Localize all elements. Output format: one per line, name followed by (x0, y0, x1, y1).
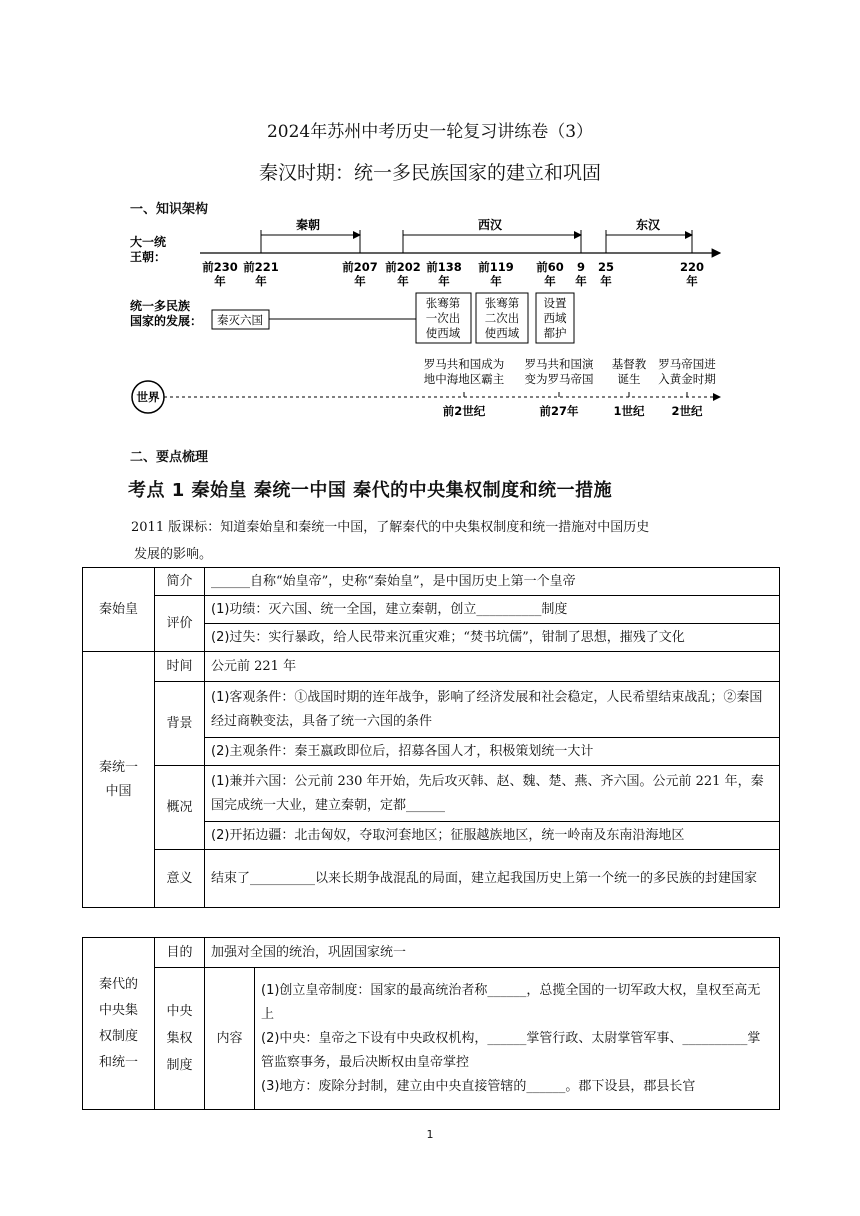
row-head-line: 中央集 (98, 1002, 138, 1018)
tick-label: 年 (397, 274, 409, 288)
world-event: 罗马帝国进 (658, 357, 716, 371)
row-head-qinshihuang: 秦始皇 (83, 568, 155, 652)
kaodian-heading: 考点 1 秦始皇 秦统一中国 秦代的中央集权制度和统一措施 (128, 480, 613, 501)
event-xiyu-line: 西域 (543, 311, 567, 325)
world-tick: 前27年 (539, 404, 579, 418)
world-event: 罗马共和国成为 (423, 357, 505, 371)
label-line: 制度 (166, 1058, 193, 1073)
tick-label: 前60 (536, 260, 564, 274)
tick-label: 前119 (478, 260, 514, 274)
cell-beijing-2 (205, 738, 780, 766)
cell-gaikuang-2 (205, 822, 780, 850)
event-zq2-line: 二次出 (484, 311, 520, 325)
cell-text: 秦王嬴政即位后，招募各国人才，积极策划统一大计 (294, 743, 594, 759)
event-zq1-line: 使西域 (425, 326, 461, 340)
page-number: 1 (426, 1128, 434, 1141)
cell-gaikuang-1 (205, 766, 780, 822)
cell-label-mudi: 目的 (155, 938, 205, 968)
cell-text: 北击匈奴，夺取河套地区；征服越族地区，统一岭南及东南沿海地区 (294, 827, 685, 843)
row-head-tongyi (83, 652, 155, 908)
world-tick: 1世纪 (613, 404, 645, 418)
tick-label: 前207 (342, 260, 378, 274)
key-term: (1)兼并六国： (211, 773, 295, 789)
cell-mudi: 加强对全国的统治，巩固国家统一 (205, 938, 780, 968)
donghan-label: 东汉 (635, 218, 661, 232)
tick-label: 前138 (426, 260, 462, 274)
cell-pingjia-2 (205, 624, 780, 652)
section-heading-1: 一、知识架构 (130, 202, 209, 217)
table-qin-unification (82, 567, 780, 908)
label-line: 集权 (166, 1031, 193, 1046)
row-head-line: 权制度 (98, 1028, 138, 1044)
label-line: 中央 (166, 1004, 193, 1019)
world-event: 变为罗马帝国 (524, 372, 594, 386)
cell-yiyi: 结束了__________以来长期争战混乱的局面，建立起我国历史上第一个统一的多民族的封建国家 (205, 850, 780, 908)
tick-label: 年 (490, 274, 502, 288)
key-term: (3)地方： (261, 1078, 319, 1094)
world-event: 罗马共和国演 (524, 357, 594, 371)
tick-label: 年 (686, 274, 698, 288)
row-head-centralization (83, 938, 155, 1110)
cell-label-shijian: 时间 (155, 652, 205, 682)
tick-label: 年 (354, 274, 366, 288)
content-item (261, 979, 773, 1027)
world-event: 诞生 (617, 372, 641, 386)
document-subtitle: 秦汉时期：统一多民族国家的建立和巩固 (258, 162, 601, 184)
unity-label-2: 国家的发展： (130, 314, 203, 328)
world-event: 入黄金时期 (658, 372, 716, 386)
curriculum-standard (131, 514, 771, 568)
row-head-line: 秦代的 (98, 976, 138, 992)
cell-text: 国家的最高统治者称______，总揽全国的一切军政大权，皇权至高无上 (261, 982, 761, 1022)
key-term: (1)客观条件： (211, 689, 295, 705)
cell-text: 废除分封制，建立由中央直接管辖的______。郡下设县，郡县长官 (318, 1078, 696, 1094)
dynasty-label-2: 王朝： (130, 250, 167, 264)
standard-line: 2011 版课标：知道秦始皇和秦统一中国，了解秦代的中央集权制度和统一措施对中国历史 (131, 520, 650, 535)
event-qin-unify: 秦灭六国 (217, 313, 263, 327)
event-xiyu-line: 都护 (543, 326, 567, 340)
cell-label-yiyi: 意义 (155, 850, 205, 908)
event-zq2-line: 使西域 (484, 326, 520, 340)
cell-shijian: 公元前 221 年 (205, 652, 780, 682)
tick-label: 前230 (202, 260, 238, 274)
world-event: 基督教 (611, 357, 647, 371)
content-item (261, 1075, 773, 1099)
cell-pingjia-1 (205, 596, 780, 624)
tick-label: 25 (597, 260, 615, 274)
cell-beijing-1 (205, 682, 780, 738)
cell-label-neirong: 内容 (205, 968, 255, 1110)
tick-label: 220 (679, 260, 705, 274)
cell-text: 灭六国、统一全国，建立秦朝，创立__________制度 (268, 601, 568, 617)
qin-label: 秦朝 (295, 218, 321, 232)
world-event: 地中海地区霸主 (423, 372, 505, 386)
tick-label: 年 (575, 274, 587, 288)
world-tick: 前2世纪 (442, 404, 486, 418)
cell-text: 皇帝之下设有中央政权机构，______掌管行政、太尉掌管军事、__________掌管监察事务，最后决断权由皇帝掌控 (261, 1030, 761, 1070)
cell-jianjie: ______自称“始皇帝”，史称“秦始皇”，是中国历史上第一个皇帝 (205, 568, 780, 596)
cell-label-beijing: 背景 (155, 682, 205, 766)
table-qin-centralization (82, 937, 780, 1110)
world-tick: 2世纪 (671, 404, 703, 418)
key-term: (2)主观条件： (211, 743, 295, 759)
row-head-line: 秦统一 (98, 759, 138, 775)
dynasty-label-1: 大一统 (130, 235, 167, 249)
tick-label: 年 (214, 274, 226, 288)
cell-label-jianjie: 简介 (155, 568, 205, 596)
cell-text: 实行暴政，给人民带来沉重灾难；“焚书坑儒”，钳制了思想，摧残了文化 (268, 629, 685, 645)
cell-neirong (255, 968, 780, 1110)
tick-label: 前202 (385, 260, 421, 274)
event-xiyu-line: 设置 (543, 296, 567, 310)
cell-text: 公元前 230 年开始，先后攻灭韩、赵、魏、楚、燕、齐六国。公元前 221 年，秦国完成统一大业，建立秦朝，定都______ (211, 773, 764, 813)
cell-label-zhongyang (155, 968, 205, 1110)
tick-label: 前221 (243, 260, 279, 274)
document-title: 2024年苏州中考历史一轮复习讲练卷（3） (266, 122, 594, 142)
timeline-diagram (120, 210, 740, 425)
event-zq2-line: 张骞第 (484, 296, 520, 310)
event-zq1-line: 张骞第 (425, 296, 461, 310)
cell-text: ①战国时期的连年战争，影响了经济发展和社会稳定，人民希望结束战乱；②秦国经过商鞅变法，具备了统一六国的条件 (211, 689, 763, 729)
key-term: (2)开拓边疆： (211, 827, 295, 843)
world-label: 世界 (136, 390, 160, 404)
tick-label: 年 (544, 274, 556, 288)
unity-label-1: 统一多民族 (130, 299, 191, 313)
content-item (261, 1027, 773, 1075)
key-term: (1)创立皇帝制度： (261, 982, 371, 998)
key-term: (2)过失： (211, 629, 269, 645)
tick-label: 年 (600, 274, 612, 288)
standard-line: 发展的影响。 (134, 547, 213, 562)
tick-label: 年 (255, 274, 267, 288)
key-term: (1)功绩： (211, 601, 269, 617)
cell-label-gaikuang: 概况 (155, 766, 205, 850)
xihan-label: 西汉 (477, 218, 503, 232)
row-head-line: 和统一 (98, 1054, 138, 1070)
tick-label: 年 (438, 274, 450, 288)
event-zq1-line: 一次出 (425, 311, 461, 325)
tick-label: 9 (576, 260, 586, 274)
key-term: (2)中央： (261, 1030, 319, 1046)
cell-label-pingjia: 评价 (155, 596, 205, 652)
row-head-line: 中国 (105, 783, 132, 799)
section-heading-2: 二、要点梳理 (130, 450, 209, 465)
